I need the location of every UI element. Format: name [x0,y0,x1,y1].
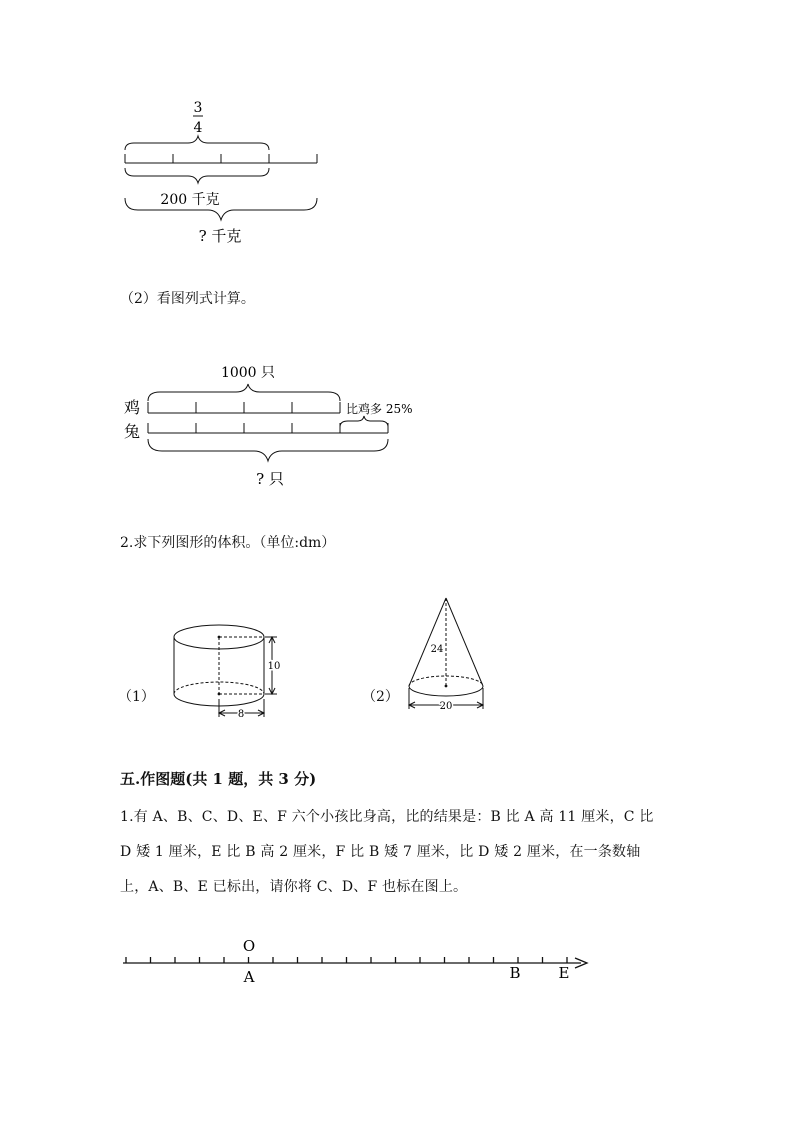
extra-brace [340,416,388,427]
cylinder-height-label: 10 [267,661,281,672]
bottom-label: ? 只 [256,470,284,488]
cylinder-radius-label: 8 [237,709,245,720]
point-e-label: E [558,964,570,982]
cone-index: （2） [362,689,399,705]
cone-figure [400,592,495,717]
rabbit-label: 兔 [124,422,141,441]
cone-base-center [445,685,448,688]
cone-base-front [409,686,483,696]
point-b-label: B [509,964,521,982]
top-brace [125,136,269,150]
outer-brace [125,198,317,220]
section5-title: 五.作图题(共 1 题，共 3 分) [120,770,317,788]
fraction-bar-diagram [110,90,340,250]
inner-label: 200 千克 [160,192,220,208]
origin-label: O [242,937,256,955]
cone-left-side [409,598,446,686]
top-brace [148,384,340,401]
chicken-rabbit-diagram [110,355,430,495]
cone-height-label: 24 [430,644,444,655]
inner-brace [125,168,269,183]
outer-label: ? 千克 [198,227,242,245]
fraction-numerator: 3 [193,100,203,116]
q2-title: 2.求下列图形的体积。（单位:dm） [120,535,336,551]
point-a-label: A [243,968,255,986]
cylinder-figure [165,615,290,725]
chicken-label: 鸡 [124,398,141,417]
number-line [115,930,600,990]
q1-text: 1.有 A、B、C、D、E、F 六个小孩比身高，比的结果是：B 比 A 高 11 厘米，C 比 D 矮 1 厘米，E 比 B 高 2 厘米，F 比 B 矮 7 厘米，比 D 矮 2 厘米，在一条数轴上，A、B、E 已标出，请你将 C、D、F 也标在图上。 [120,809,654,895]
fraction-denominator: 4 [193,120,203,136]
bottom-brace [148,439,388,461]
cone-diameter-label: 20 [439,701,453,712]
axis-ticks [126,957,567,963]
sub2-title: （2）看图列式计算。 [120,291,255,307]
cylinder-index: （1） [118,689,155,705]
cone-right-side [446,598,483,686]
bottom-center [218,693,221,696]
top-label: 1000 只 [220,365,276,381]
extra-label: 比鸡多 25% [346,402,413,416]
